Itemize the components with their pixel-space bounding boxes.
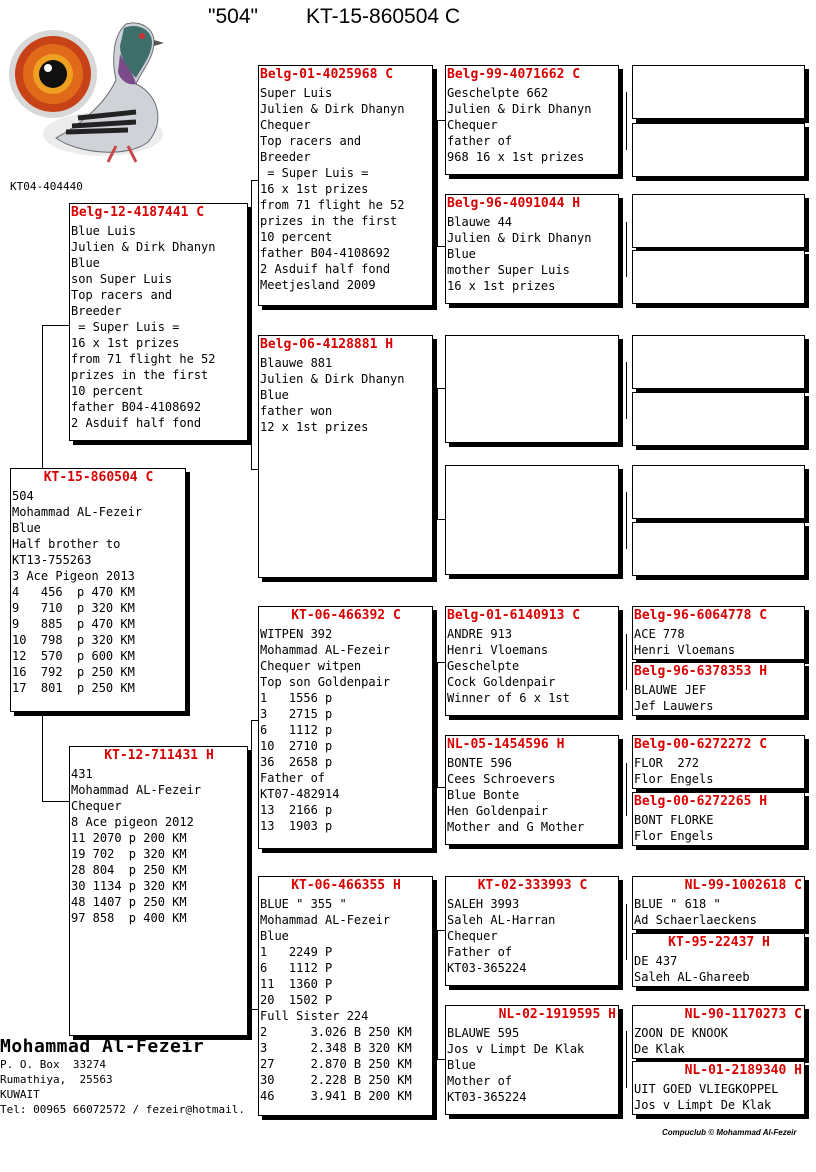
info-line: mother Super Luis xyxy=(447,263,570,277)
info-line: = Super Luis = xyxy=(71,320,180,334)
info-line: Winner of 6 x 1st xyxy=(447,691,570,705)
dd-card[interactable] xyxy=(258,876,433,1116)
info-line: Top son Goldenpair xyxy=(260,675,391,689)
info-line: 10 percent xyxy=(71,384,144,398)
sdd-card[interactable] xyxy=(445,465,619,575)
connector-line xyxy=(42,801,69,802)
info-line: 12 x 1st prizes xyxy=(260,420,369,434)
info-line: 13 1903 p xyxy=(260,819,333,833)
info-line: father of xyxy=(447,134,513,148)
info-line: Mother and G Mother xyxy=(447,820,585,834)
ds-card[interactable] xyxy=(258,606,433,849)
gen5-card[interactable] xyxy=(632,1061,805,1115)
connector-line xyxy=(42,325,43,468)
dam-card[interactable] xyxy=(69,746,248,1036)
sire-card[interactable] xyxy=(69,203,248,441)
info-line: 46 3.941 B 200 KM xyxy=(260,1089,412,1103)
info-line: KT03-365224 xyxy=(447,1090,527,1104)
ss-card[interactable] xyxy=(258,65,433,306)
info-line: Cock Goldenpair xyxy=(447,675,556,689)
info-line: Chequer xyxy=(447,118,498,132)
pigeon-photo xyxy=(8,14,168,166)
photo-caption: KT04-404440 xyxy=(10,180,83,193)
gen5-card[interactable] xyxy=(632,662,805,716)
info-line: 504 xyxy=(12,489,34,503)
gen5-card[interactable] xyxy=(632,876,805,930)
info-line: 97 858 p 400 KM xyxy=(71,911,187,925)
info-line: WITPEN 392 xyxy=(260,627,333,641)
info-line: Blue xyxy=(71,256,100,270)
info-line: 4 456 p 470 KM xyxy=(12,585,135,599)
ring-number: NL-05-1454596 H xyxy=(447,737,565,752)
info-line: 3 Ace Pigeon 2013 xyxy=(12,569,135,583)
info-line: 431 xyxy=(71,767,93,781)
info-line: KT13-755263 xyxy=(12,553,92,567)
gen5-card-empty[interactable] xyxy=(632,522,805,576)
info-line: from 71 flight he 52 xyxy=(71,352,216,366)
info-line: 9 710 p 320 KM xyxy=(12,601,135,615)
subject-card[interactable] xyxy=(10,468,186,712)
ring-number: KT-12-711431 H xyxy=(104,748,214,763)
info-line: BONTE 596 xyxy=(447,756,513,770)
info-line: Super Luis xyxy=(260,86,333,100)
info-line: 27 2.870 B 250 KM xyxy=(260,1057,412,1071)
ring-number: Belg-00-6272265 H xyxy=(634,794,768,809)
info-line: Blue xyxy=(12,521,41,535)
connector-line xyxy=(42,716,43,801)
info-line: Blue xyxy=(447,1058,476,1072)
gen5-card-empty[interactable] xyxy=(632,250,805,304)
info-line: BLAUWE 595 xyxy=(447,1026,520,1040)
connector-line xyxy=(437,787,445,788)
info-line: BLUE " 355 " xyxy=(260,897,347,911)
ring-number: NL-02-1919595 H xyxy=(498,1007,616,1022)
info-line: BLAUWE JEF xyxy=(634,683,707,697)
gen5-card[interactable] xyxy=(632,606,805,660)
ring-number: NL-99-1002618 C xyxy=(684,878,802,893)
info-line: DE 437 xyxy=(634,954,678,968)
dsd-card[interactable] xyxy=(445,735,619,845)
info-line: Cees Schroevers xyxy=(447,772,556,786)
info-line: 19 702 p 320 KM xyxy=(71,847,187,861)
ddd-card[interactable] xyxy=(445,1005,619,1115)
info-line: KT07-482914 xyxy=(260,787,340,801)
info-line: prizes in the first xyxy=(260,214,398,228)
info-line: Hen Goldenpair xyxy=(447,804,549,818)
connector-line xyxy=(437,246,445,247)
info-line: Henri Vloemans xyxy=(634,643,736,657)
gen5-card[interactable] xyxy=(632,735,805,789)
connector-line xyxy=(437,930,438,1060)
info-line: prizes in the first xyxy=(71,368,209,382)
info-line: 3 2.348 B 320 KM xyxy=(260,1041,412,1055)
gen5-card[interactable] xyxy=(632,792,805,846)
connector-line xyxy=(437,388,438,520)
gen5-card-empty[interactable] xyxy=(632,194,805,248)
ring-number: Belg-96-6064778 C xyxy=(634,608,768,623)
connector-line xyxy=(251,720,252,1010)
info-line: Julien & Dirk Dhanyn xyxy=(260,372,405,386)
gen5-card-empty[interactable] xyxy=(632,465,805,519)
info-line: 11 2070 p 200 KM xyxy=(71,831,187,845)
info-line: ANDRE 913 xyxy=(447,627,513,641)
info-line: Chequer xyxy=(71,799,122,813)
ring-number: NL-01-2189340 H xyxy=(684,1063,802,1078)
owner-address: Rumathiya, 25563 xyxy=(0,1073,113,1086)
info-line: from 71 flight he 52 xyxy=(260,198,405,212)
ring-number: KT-95-22437 H xyxy=(668,935,770,950)
sd-card[interactable] xyxy=(258,335,433,578)
info-line: father B04-4108692 xyxy=(71,400,202,414)
info-line: 1 2249 P xyxy=(260,945,333,959)
info-line: Jef Lauwers xyxy=(634,699,714,713)
info-line: 12 570 p 600 KM xyxy=(12,649,135,663)
ring-number: Belg-99-4071662 C xyxy=(447,67,581,82)
info-line: 1 1556 p xyxy=(260,691,333,705)
connector-line xyxy=(437,120,445,121)
owner-block xyxy=(0,1036,258,1117)
info-line: Mohammad AL-Fezeir xyxy=(260,643,391,657)
info-line: 6 1112 p xyxy=(260,723,333,737)
info-line: Half brother to xyxy=(12,537,121,551)
connector-line xyxy=(626,222,627,277)
credit-text: Compuclub © Mohammad Al-Fezeir xyxy=(662,1128,797,1137)
info-line: 10 percent xyxy=(260,230,333,244)
info-line: Top racers and xyxy=(71,288,173,302)
info-line: father B04-4108692 xyxy=(260,246,391,260)
gen5-card-empty[interactable] xyxy=(632,335,805,389)
info-line: Father of xyxy=(447,945,513,959)
connector-line xyxy=(437,662,438,788)
ring-number: KT-06-466355 H xyxy=(291,878,401,893)
info-line: Chequer xyxy=(260,118,311,132)
info-line: Flor Engels xyxy=(634,829,714,843)
connector-line xyxy=(42,325,69,326)
info-line: Blauwe 881 xyxy=(260,356,333,370)
sds-card[interactable] xyxy=(445,335,619,443)
info-line: 13 2166 p xyxy=(260,803,333,817)
info-line: Julien & Dirk Dhanyn xyxy=(71,240,216,254)
sss-card[interactable] xyxy=(445,65,619,175)
info-line: Ad Schaerlaeckens xyxy=(634,913,757,927)
connector-line xyxy=(626,362,627,419)
connector-line xyxy=(626,634,627,690)
info-line: Julien & Dirk Dhanyn xyxy=(447,231,592,245)
info-line: Henri Vloemans xyxy=(447,643,549,657)
info-line: 16 x 1st prizes xyxy=(71,336,180,350)
info-line: = Super Luis = xyxy=(260,166,369,180)
ring-number: Belg-96-6378353 H xyxy=(634,664,768,679)
info-line: FLOR 272 xyxy=(634,756,700,770)
owner-address: KUWAIT xyxy=(0,1088,40,1101)
info-line: Top racers and xyxy=(260,134,362,148)
info-line: 6 1112 P xyxy=(260,961,333,975)
header-ring: KT-15-860504 C xyxy=(306,5,461,28)
connector-line xyxy=(437,519,445,520)
owner-name: Mohammad Al-Fezeir xyxy=(0,1036,205,1057)
info-line: 30 2.228 B 250 KM xyxy=(260,1073,412,1087)
info-line: Saleh AL-Harran xyxy=(447,913,556,927)
connector-line xyxy=(626,92,627,150)
info-line: son Super Luis xyxy=(71,272,173,286)
connector-line xyxy=(626,904,627,960)
gen5-card-empty[interactable] xyxy=(632,123,805,177)
info-line: 20 1502 P xyxy=(260,993,333,1007)
connector-line xyxy=(251,180,252,470)
info-line: Meetjesland 2009 xyxy=(260,278,376,292)
ring-number: Belg-01-4025968 C xyxy=(260,67,394,82)
info-line: 11 1360 P xyxy=(260,977,333,991)
info-line: Jos v Limpt De Klak xyxy=(634,1098,772,1112)
info-line: 9 885 p 470 KM xyxy=(12,617,135,631)
info-line: 48 1407 p 250 KM xyxy=(71,895,187,909)
ring-number: Belg-06-4128881 H xyxy=(260,337,394,352)
info-line: Blue xyxy=(260,929,289,943)
connector-line xyxy=(437,120,438,247)
info-line: Mother of xyxy=(447,1074,513,1088)
info-line: Mohammad AL-Fezeir xyxy=(260,913,391,927)
info-line: 8 Ace pigeon 2012 xyxy=(71,815,194,829)
ssd-card[interactable] xyxy=(445,194,619,304)
info-line: Julien & Dirk Dhanyn xyxy=(260,102,405,116)
info-line: ACE 778 xyxy=(634,627,685,641)
ring-number: KT-06-466392 C xyxy=(291,608,401,623)
pigeon-name: "504" xyxy=(208,5,258,28)
info-line: 16 x 1st prizes xyxy=(447,279,556,293)
info-line: Blauwe 44 xyxy=(447,215,513,229)
info-line: 2 Asduif half fond xyxy=(71,416,202,430)
info-line: 17 801 p 250 KM xyxy=(12,681,135,695)
info-line: Father of xyxy=(260,771,326,785)
gen5-card[interactable] xyxy=(632,1005,805,1059)
info-line: father won xyxy=(260,404,333,418)
connector-line xyxy=(437,930,445,931)
info-line: Geschelpte xyxy=(447,659,520,673)
info-line: De Klak xyxy=(634,1042,685,1056)
ring-number: Belg-01-6140913 C xyxy=(447,608,581,623)
info-line: Mohammad AL-Fezeir xyxy=(12,505,143,519)
ring-number: KT-15-860504 C xyxy=(43,470,154,485)
info-line: Full Sister 224 xyxy=(260,1009,369,1023)
info-line: Blue xyxy=(260,388,289,402)
info-line: 16 792 p 250 KM xyxy=(12,665,135,679)
info-line: BLUE " 618 " xyxy=(634,897,721,911)
connector-line xyxy=(437,1059,445,1060)
connector-line xyxy=(437,662,445,663)
ring-number: NL-90-1170273 C xyxy=(684,1007,802,1022)
gen5-card-empty[interactable] xyxy=(632,392,805,446)
info-line: 3 2715 p xyxy=(260,707,333,721)
dds-card[interactable] xyxy=(445,876,619,986)
ring-number: KT-02-333993 C xyxy=(477,878,588,893)
info-line: Blue xyxy=(447,247,476,261)
info-line: Blue Bonte xyxy=(447,788,520,802)
info-line: 10 2710 p xyxy=(260,739,333,753)
info-line: ZOON DE KNOOK xyxy=(634,1026,728,1040)
info-line: BONT FLORKE xyxy=(634,813,714,827)
info-line: Jos v Limpt De Klak xyxy=(447,1042,585,1056)
info-line: Geschelpte 662 xyxy=(447,86,549,100)
owner-address: P. O. Box 33274 xyxy=(0,1058,106,1071)
gen5-card[interactable] xyxy=(632,933,805,987)
info-line: Mohammad AL-Fezeir xyxy=(71,783,202,797)
info-line: Flor Engels xyxy=(634,772,714,786)
info-line: 968 16 x 1st prizes xyxy=(447,150,585,164)
info-line: KT03-365224 xyxy=(447,961,527,975)
dss-card[interactable] xyxy=(445,606,619,716)
connector-line xyxy=(626,763,627,816)
ring-number: Belg-12-4187441 C xyxy=(71,205,205,220)
gen5-card-empty[interactable] xyxy=(632,65,805,119)
info-line: Chequer xyxy=(447,929,498,943)
connector-line xyxy=(626,492,627,549)
info-line: Chequer witpen xyxy=(260,659,362,673)
info-line: 2 Asduif half fond xyxy=(260,262,391,276)
info-line: UIT GOED VLIEGKOPPEL xyxy=(634,1082,779,1096)
info-line: 30 1134 p 320 KM xyxy=(71,879,187,893)
info-line: 28 804 p 250 KM xyxy=(71,863,187,877)
connector-line xyxy=(626,1031,627,1088)
info-line: 16 x 1st prizes xyxy=(260,182,369,196)
ring-number: Belg-96-4091044 H xyxy=(447,196,581,211)
info-line: Breeder xyxy=(260,150,311,164)
info-line: 36 2658 p xyxy=(260,755,333,769)
info-line: Julien & Dirk Dhanyn xyxy=(447,102,592,116)
info-line: 2 3.026 B 250 KM xyxy=(260,1025,412,1039)
info-line: SALEH 3993 xyxy=(447,897,520,911)
info-line: Blue Luis xyxy=(71,224,137,238)
info-line: Saleh AL-Ghareeb xyxy=(634,970,750,984)
info-line: Breeder xyxy=(71,304,122,318)
owner-contact: Tel: 00965 66072572 / fezeir@hotmail. xyxy=(0,1103,246,1116)
ring-number: Belg-00-6272272 C xyxy=(634,737,768,752)
connector-line xyxy=(437,388,445,389)
info-line: 10 798 p 320 KM xyxy=(12,633,135,647)
